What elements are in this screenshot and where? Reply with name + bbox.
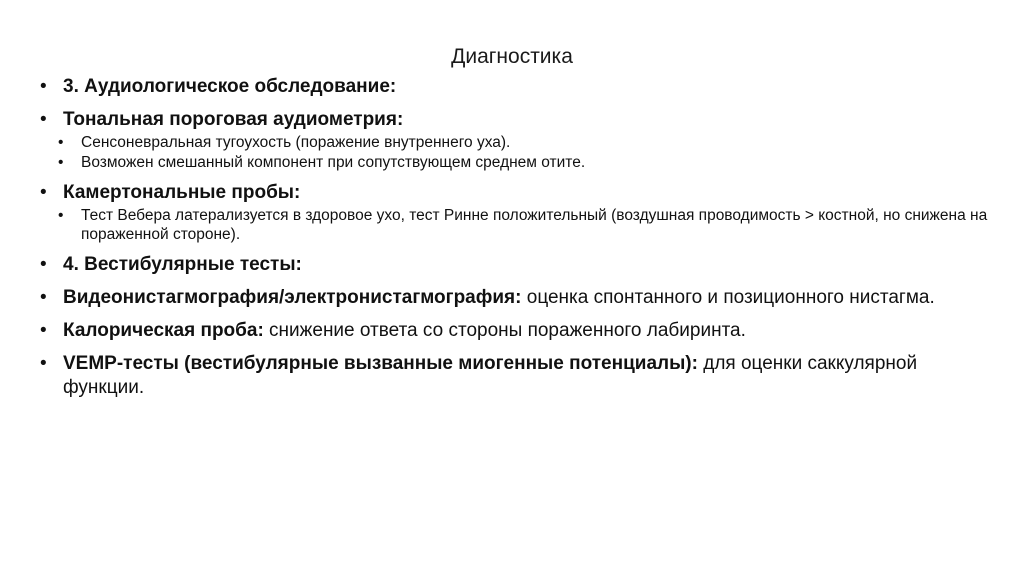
bullet-icon: • [40,76,47,97]
list-item-heading: Тональная пороговая аудиометрия: [63,109,404,130]
bullet-icon: • [40,254,47,275]
slide-title: Диагностика [451,45,573,68]
slide-content [40,75,1000,400]
sub-list-item [40,133,1000,152]
list-item [40,319,1000,343]
bullet-icon: • [40,320,47,341]
bullet-icon: • [40,353,47,374]
list-item-heading: Камертональные пробы: [63,182,301,203]
list-item-heading: VEMP-тесты (вестибулярные вызванные миогенные потенциалы): [63,353,698,374]
bullet-icon: • [40,182,47,203]
list-item-text: для оценки саккулярной функции. [63,353,918,398]
list-item-heading: Калорическая проба: [63,320,264,341]
list-item-text: снижение ответа со стороны пораженного лабиринта. [263,320,746,341]
list-item [40,286,1000,310]
list-item [40,352,1000,400]
bullet-icon: • [40,109,47,130]
list-item [40,75,1000,99]
list-item-text: оценка спонтанного и позиционного нистагма. [521,287,935,308]
list-item [40,181,1000,205]
list-item [40,108,1000,132]
sub-list-item [40,206,1000,244]
list-item-heading: 4. Вестибулярные тесты: [63,254,302,275]
sub-list-item-text: Сенсоневральная тугоухость (поражение внутреннего уха). [81,134,511,151]
bullet-icon: • [58,134,64,151]
bullet-icon: • [58,154,64,171]
sub-list-item-text: Тест Вебера латерализуется в здоровое ухо, тест Ринне положительный (воздушная проводимость > костной, но снижена на пораженной стороне). [81,207,988,243]
sub-list-item-text: Возможен смешанный компонент при сопутствующем среднем отите. [81,154,586,171]
bullet-icon: • [40,287,47,308]
list-item-heading: Видеонистагмография/электронистагмография: [63,287,522,308]
list-item [40,253,1000,277]
bullet-icon: • [58,207,64,224]
sub-list-item [40,153,1000,172]
list-item-heading: 3. Аудиологическое обследование: [63,76,397,97]
